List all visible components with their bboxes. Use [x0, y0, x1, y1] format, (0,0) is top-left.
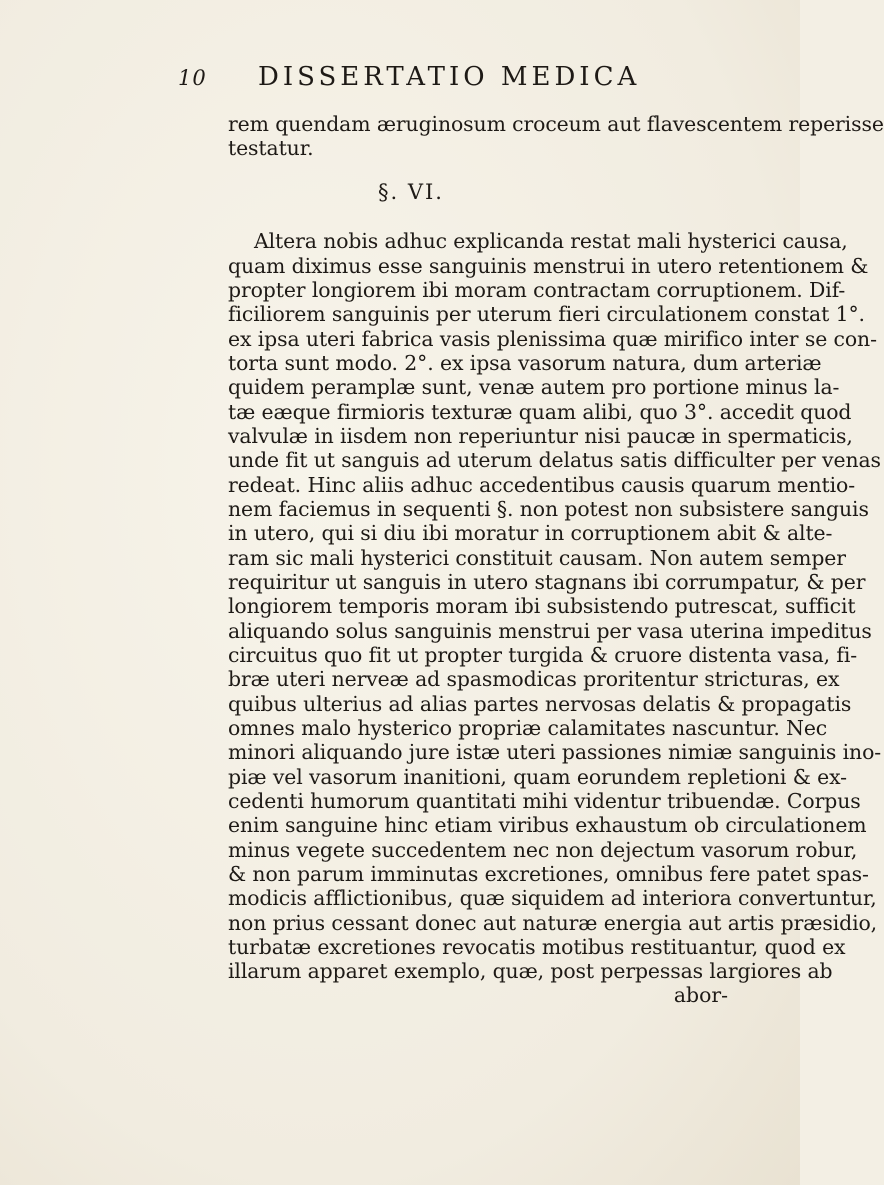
text-line: unde fit ut sanguis ad uterum delatus satis difficulter per venas: [228, 448, 881, 472]
text-line: enim sanguine hinc etiam viribus exhaustum ob circulationem: [228, 813, 867, 837]
text-line: in utero, qui si diu ibi moratur in corruptionem abit & alte-: [228, 521, 833, 545]
text-line: torta sunt modo. 2°. ex ipsa vasorum natura, dum arteriæ: [228, 351, 822, 375]
text-line: redeat. Hinc aliis adhuc accedentibus causis quarum mentio-: [228, 473, 855, 497]
text-line: bræ uteri nerveæ ad spasmodicas proritentur stricturas, ex: [228, 667, 840, 691]
text-line: requiritur ut sanguis in utero stagnans ibi corrumpatur, & per: [228, 570, 866, 594]
text-line: testatur.: [228, 136, 314, 160]
text-line: turbatæ excretiones revocatis motibus restituantur, quod ex: [228, 935, 846, 959]
text-line: valvulæ in iisdem non reperiuntur nisi paucæ in spermaticis,: [228, 424, 853, 448]
text-line: longiorem temporis moram ibi subsistendo putrescat, sufficit: [228, 594, 856, 618]
section-heading: §. VI.: [378, 180, 444, 204]
text-line: ram sic mali hysterici constituit causam. Non autem semper: [228, 546, 846, 570]
text-line: minus vegete succedentem nec non dejectum vasorum robur,: [228, 838, 858, 862]
text-line: non prius cessant donec aut naturæ energia aut artis præsidio,: [228, 911, 878, 935]
text-line: rem quendam æruginosum croceum aut flavescentem reperisse: [228, 112, 884, 136]
text-line: modicis afflictionibus, quæ siquidem ad interiora convertuntur,: [228, 886, 877, 910]
text-line: cedenti humorum quantitati mihi videntur tribuendæ. Corpus: [228, 789, 861, 813]
text-line: aliquando solus sanguinis menstrui per vasa uterina impeditus: [228, 619, 872, 643]
text-line: illarum apparet exemplo, quæ, post perpessas largiores ab: [228, 959, 833, 983]
text-line: & non parum imminutas excretiones, omnibus fere patet spas-: [228, 862, 869, 886]
text-line: omnes malo hysterico propriæ calamitates nascuntur. Nec: [228, 716, 828, 740]
text-line: quidem peramplæ sunt, venæ autem pro portione minus la-: [228, 375, 840, 399]
text-line: ex ipsa uteri fabrica vasis plenissima quæ mirifico inter se con-: [228, 327, 877, 351]
text-line: nem faciemus in sequenti §. non potest non subsistere sanguis: [228, 497, 869, 521]
text-line: propter longiorem ibi moram contractam corruptionem. Dif-: [228, 278, 846, 302]
text-line: quam diximus esse sanguinis menstrui in utero retentionem &: [228, 254, 869, 278]
page-number: 10: [178, 66, 207, 90]
text-line: minori aliquando jure istæ uteri passiones nimiæ sanguinis ino-: [228, 740, 882, 764]
text-line: quibus ulterius ad alias partes nervosas delatis & propagatis: [228, 692, 852, 716]
text-line: circuitus quo fit ut propter turgida & cruore distenta vasa, fi-: [228, 643, 858, 667]
running-head: DISSERTATIO MEDICA: [258, 62, 641, 92]
catchword: abor-: [673, 983, 728, 1007]
page-header: [178, 60, 708, 100]
text-line: Altera nobis adhuc explicanda restat mali hysterici causa,: [254, 229, 848, 253]
text-line: tæ eæque firmioris texturæ quam alibi, quo 3°. accedit quod: [228, 400, 852, 424]
text-line: ficiliorem sanguinis per uterum fieri circulationem constat 1°.: [228, 302, 865, 326]
text-line: piæ vel vasorum inanitioni, quam eorundem repletioni & ex-: [228, 765, 847, 789]
